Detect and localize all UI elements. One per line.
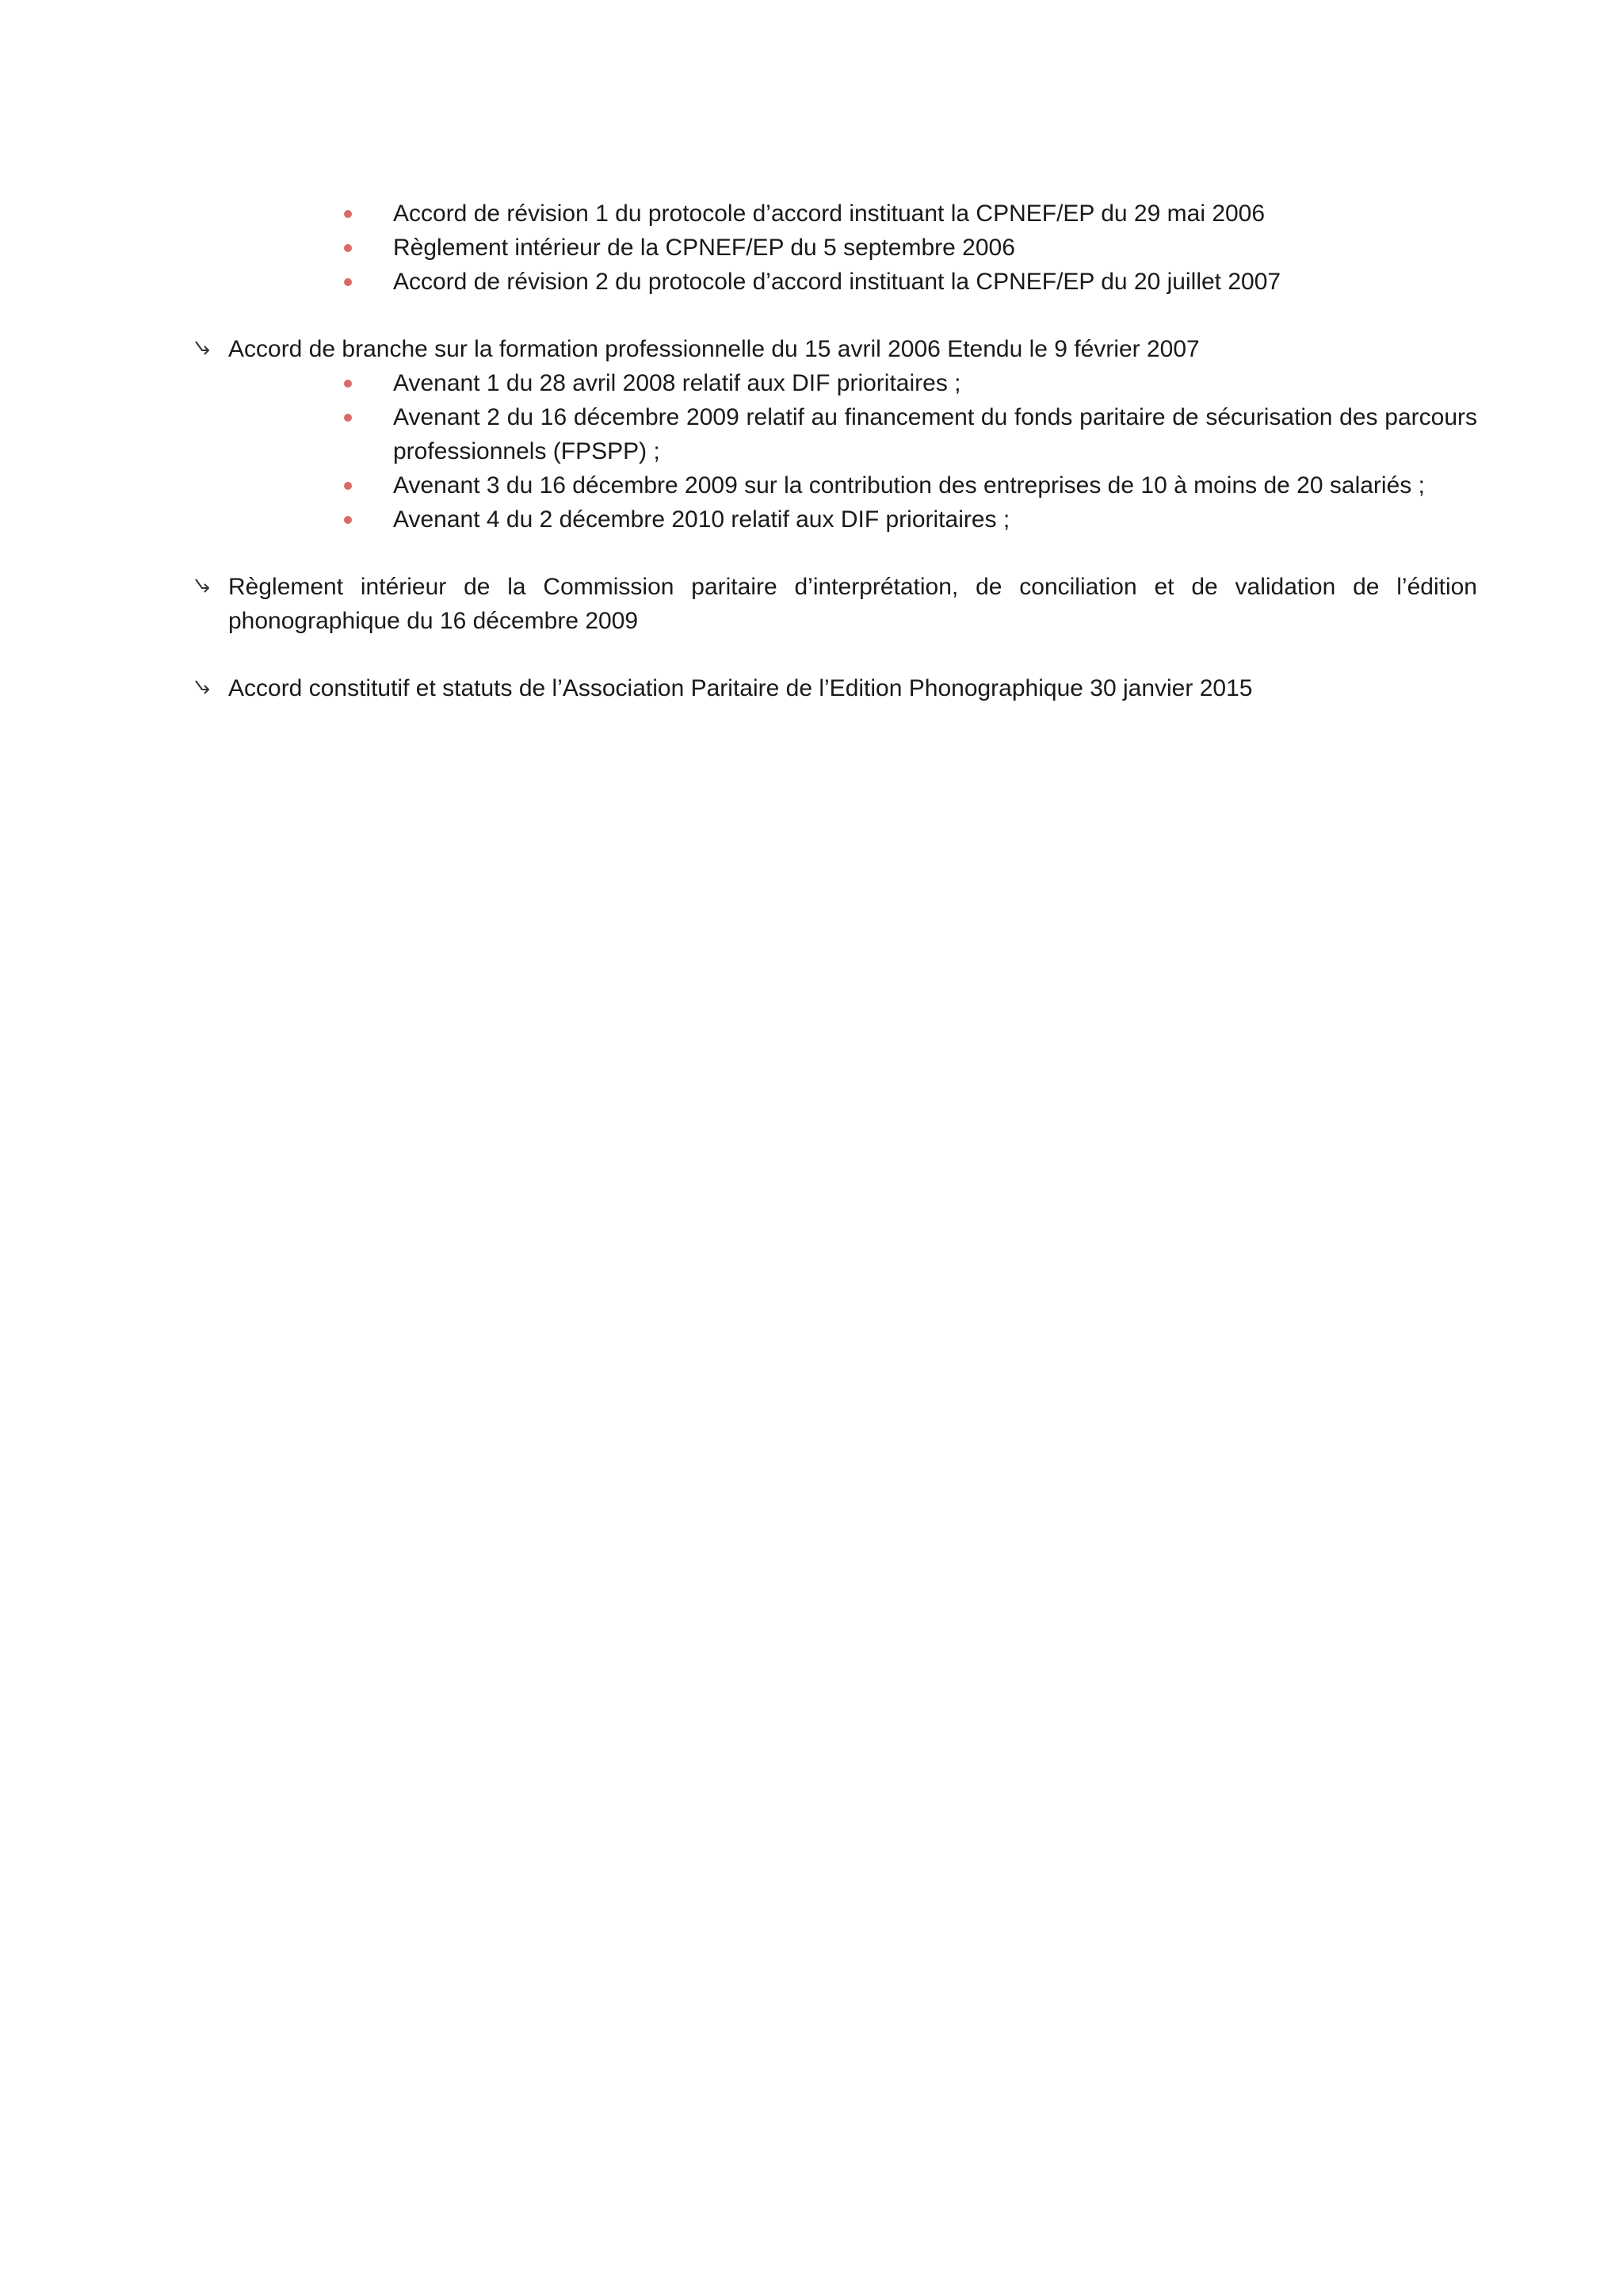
section-title-text: Règlement intérieur de la Commission paritaire d’interprétation, de conciliation et de validation de l’édition phonographique du 16 décembre 2009: [228, 574, 1477, 634]
arrow-right-icon: [193, 577, 214, 598]
paragraph-spacer: [193, 537, 1477, 570]
arrow-right-icon: [193, 678, 214, 699]
list-item-text: Accord de révision 1 du protocole d’accord instituant la CPNEF/EP du 29 mai 2006: [393, 201, 1266, 227]
bullet-dot-icon: [344, 278, 352, 286]
list-item-text: Accord de révision 2 du protocole d’accord instituant la CPNEF/EP du 20 juillet 2007: [393, 269, 1281, 295]
arrow-right-icon: [193, 339, 214, 360]
bullet-dot-icon: [344, 210, 352, 218]
section-reglement-title: [193, 570, 1477, 638]
bullet-dot-icon: [344, 482, 352, 490]
section-title-text: Accord de branche sur la formation professionnelle du 15 avril 2006 Etendu le 9 février 2007: [228, 336, 1200, 362]
section-formation-title: [193, 332, 1477, 366]
list-item-text: Avenant 1 du 28 avril 2008 relatif aux DIF prioritaires ;: [393, 370, 961, 396]
section-accord-title: [193, 671, 1477, 705]
paragraph-spacer: [193, 299, 1477, 332]
list-item-text: Avenant 2 du 16 décembre 2009 relatif au financement du fonds paritaire de sécurisation des parcours professionnels (FPSPP) ;: [393, 404, 1477, 464]
list-item: [393, 468, 1477, 502]
bullet-dot-icon: [344, 244, 352, 252]
avenants-list: [193, 366, 1477, 537]
list-item: [393, 197, 1477, 231]
list-item-text: Avenant 3 du 16 décembre 2009 sur la contribution des entreprises de 10 à moins de 20 salariés ;: [393, 472, 1425, 499]
bullet-dot-icon: [344, 380, 352, 388]
list-item-text: Avenant 4 du 2 décembre 2010 relatif aux DIF prioritaires ;: [393, 506, 1010, 533]
bullet-dot-icon: [344, 516, 352, 524]
paragraph-spacer: [193, 638, 1477, 671]
document-content: [193, 197, 1477, 705]
list-item-text: Règlement intérieur de la CPNEF/EP du 5 septembre 2006: [393, 235, 1015, 261]
list-item: [393, 231, 1477, 265]
bullet-dot-icon: [344, 414, 352, 422]
cpnef-agreements-list: [193, 197, 1477, 299]
list-item: [393, 400, 1477, 468]
list-item: [393, 366, 1477, 400]
section-title-text: Accord constitutif et statuts de l’Association Paritaire de l’Edition Phonographique 30 janvier 2015: [228, 675, 1253, 701]
list-item: [393, 502, 1477, 537]
list-item: [393, 265, 1477, 299]
